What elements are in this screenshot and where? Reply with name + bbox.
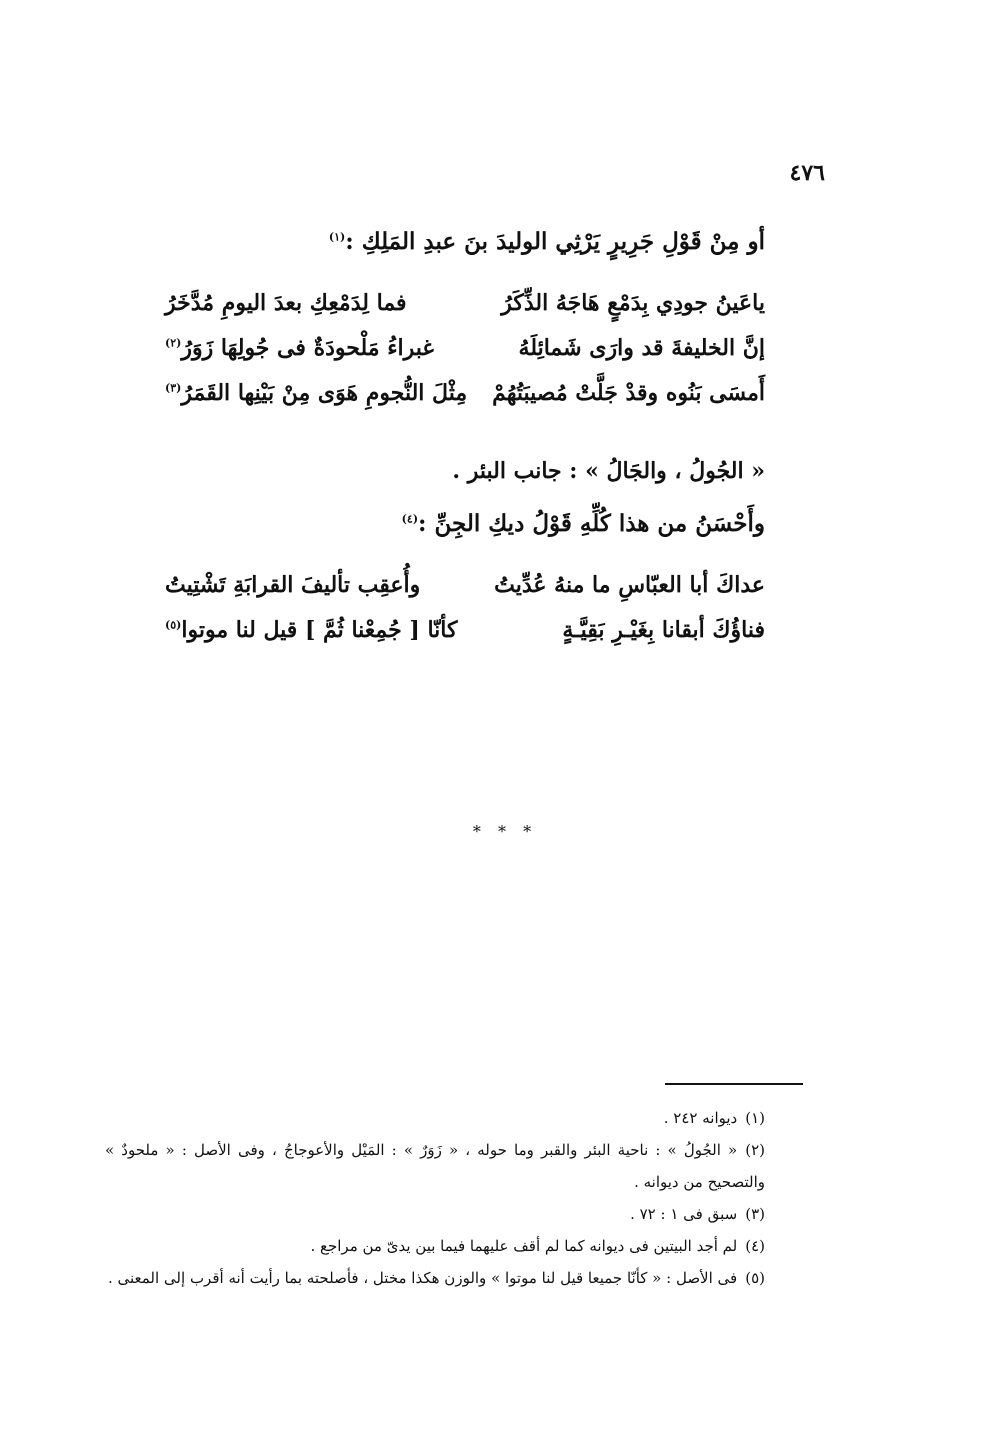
page-number: ٤٧٦ [789, 160, 825, 186]
verse-second-hemistich [165, 380, 467, 406]
verse-second-hemistich-text: غبراءُ مَلْحودَةٌ فى جُولِهَا زَوَرُ [181, 334, 434, 361]
footnote-ref-1: (١) [328, 230, 346, 244]
verse-second-hemistich: فما لِدَمْعِكِ بعدَ اليومِ مُدَّخَرُ [165, 289, 407, 316]
footnote-number: (٣) [745, 1205, 765, 1223]
footnote-ref-2: (٢) [165, 336, 182, 350]
footnote-number: (١) [745, 1109, 765, 1127]
verse [165, 562, 765, 607]
footnote-number: (٥) [745, 1269, 765, 1287]
verse-second-hemistich [165, 335, 434, 361]
footnote [105, 1230, 765, 1262]
footnote-number: (٤) [745, 1237, 765, 1255]
footnote-ref-4: (٤) [401, 512, 419, 526]
footnote [105, 1198, 765, 1230]
verse [165, 280, 765, 325]
intro-dik-al-jinn [402, 510, 765, 537]
verse-second-hemistich: وأُعقِب تأليفَ القرابَةِ تَشْتِيتُ [165, 571, 421, 598]
verse [165, 370, 765, 415]
footnote-text: ديوانه ٢٤٢ . [663, 1109, 738, 1127]
intro-jarir-text: أو مِنْ قَوْلِ جَرِيرٍ يَرْثِي الوليدَ بنَ عبدِ المَلِكِ : [345, 228, 765, 255]
footnote-number: (٢) [745, 1141, 765, 1159]
verse [165, 325, 765, 370]
gloss-line: « الجُولُ ، والجَالُ » : جانب البئر . [452, 458, 765, 484]
verse-first-hemistich: ياعَينُ جودِي بِدَمْعٍ هَاجَهُ الذِّكَرُ [501, 289, 765, 316]
poem-jarir [165, 280, 765, 415]
poem-dik-al-jinn [165, 562, 765, 652]
footnote [105, 1134, 765, 1198]
verse-first-hemistich: أَمسَى بَنُوه وقدْ جَلَّتْ مُصيبَتُهُمْ [492, 379, 765, 406]
verse-second-hemistich [165, 617, 457, 643]
intro-jarir [329, 228, 765, 255]
footnote-text: سبق فى ١ : ٧٢ . [630, 1205, 738, 1223]
footnote [105, 1262, 765, 1294]
footnote-text: لم أجد البيتين فى ديوانه كما لم أقف عليهما فيما بين يدىّ من مراجع . [310, 1237, 738, 1255]
verse-second-hemistich-text: مِثْلَ النُّجومِ هَوَى مِنْ بَيْنِها القَمَرُ [181, 379, 468, 406]
footnote-divider [665, 1083, 803, 1085]
footnotes [105, 1102, 765, 1294]
verse-first-hemistich: عداكَ أبا العبّاسِ ما منهُ عُدِّيتُ [494, 571, 765, 598]
verse-first-hemistich: إنَّ الخليفةَ قد وارَى شَمائِلَهُ [518, 334, 765, 361]
intro-dik-al-jinn-text: وأَحْسَنُ من هذا كُلِّهِ قَوْلُ ديكِ الجِنِّ : [418, 510, 765, 537]
verse [165, 607, 765, 652]
footnote-ref-3: (٣) [165, 381, 182, 395]
footnote-text: فى الأصل : « كأنّا جميعا قيل لنا موتوا » والوزن هكذا مختل ، فأصلحته بما رأيت أنه أقرب إلى المعنى . [107, 1269, 738, 1287]
verse-second-hemistich-text: كأنّا [ جُمِعْنا ثُمَّ ] قيل لنا موتوا [181, 616, 458, 643]
footnote-ref-5: (٥) [165, 618, 182, 632]
footnote-text: « الجُولُ » : ناحية البئر والقبر وما حوله ، « زَوَرٌ » : المَيْل والأعوجاجُ ، وفى الأصل : « ملحودٌ » والتصحيح من ديوانه . [105, 1141, 765, 1191]
verse-first-hemistich: فناؤُكَ أبقانا بِغَيْـرِ بَقِيَّـةٍ [562, 616, 765, 643]
footnote [105, 1102, 765, 1134]
section-separator: * * * [472, 822, 538, 841]
